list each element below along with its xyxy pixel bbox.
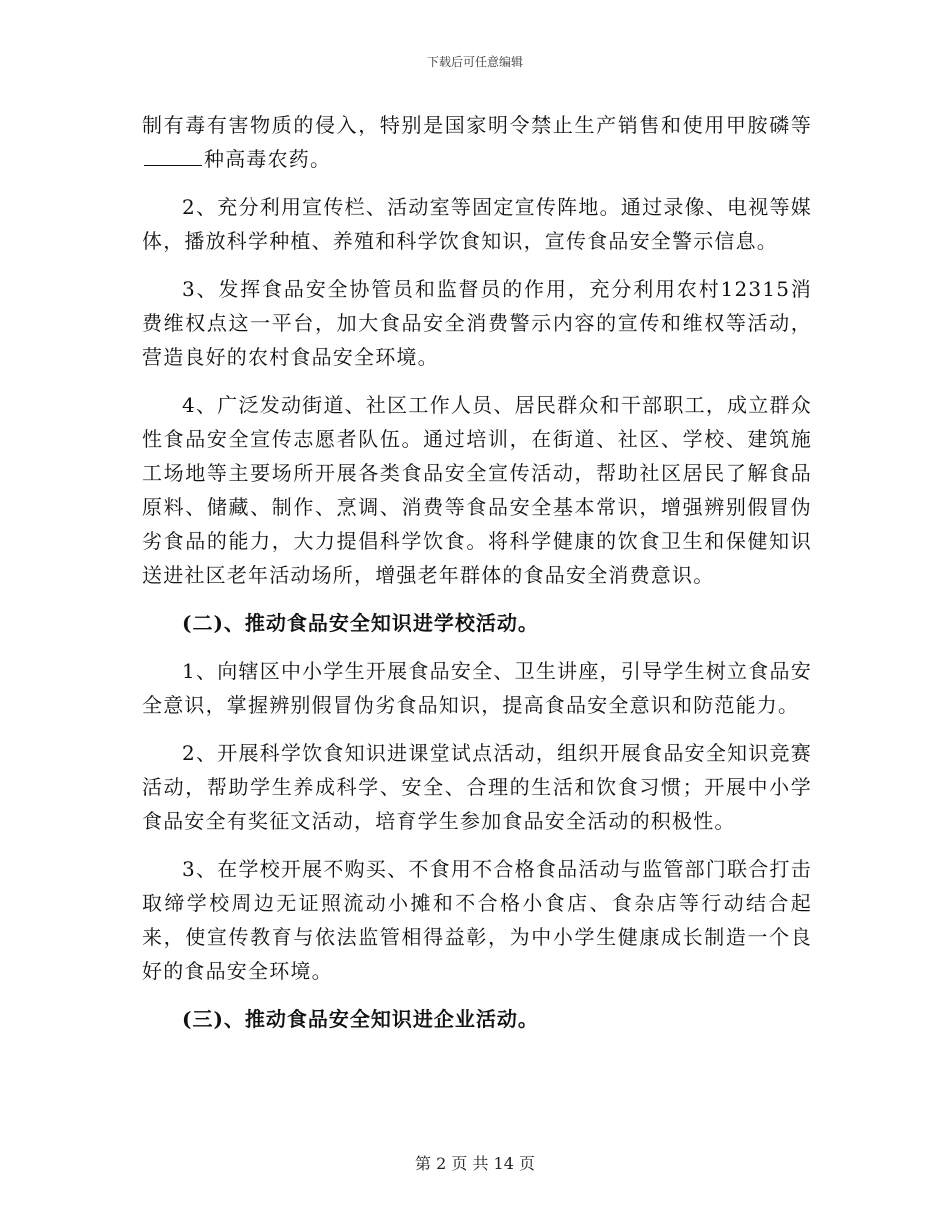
page-header-note: 下载后可任意编辑 <box>426 55 523 69</box>
page-number: 第 2 页 共 14 页 <box>415 1154 535 1173</box>
section-heading-3: (三)、推动食品安全知识进企业活动。 <box>182 1007 539 1031</box>
section-heading-2: (二)、推动食品安全知识进学校活动。 <box>182 611 539 635</box>
paragraph-school-2: 2、开展科学饮食知识进课堂试点活动，组织开展食品安全知识竞赛活动，帮助学生养成科学、安全、合理的生活和饮食习惯；开展中小学食品安全有奖征文活动，培育学生参加食品安全活动的积极性。 <box>142 741 812 833</box>
paragraph-item-3: 3、发挥食品安全协管员和监督员的作用，充分利用农村12315消费维权点这一平台，加大食品安全消费警示内容的宣传和维权等活动，营造良好的农村食品安全环境。 <box>142 277 812 369</box>
fill-in-blank <box>144 145 202 166</box>
document-body <box>142 108 812 1036</box>
paragraph-item-4: 4、广泛发动街道、社区工作人员、居民群众和干部职工，成立群众性食品安全宣传志愿者队伍。通过培训，在街道、社区、学校、建筑施工场地等主要场所开展各类食品安全宣传活动，帮助社区居民了解食品原料、储藏、制作、烹调、消费等食品安全基本常识，增强辨别假冒伪劣食品的能力，大力提倡科学饮食。将科学健康的饮食卫生和保健知识送进社区老年活动场所，增强老年群体的食品安全消费意识。 <box>142 393 812 587</box>
paragraph-item-2: 2、充分利用宣传栏、活动室等固定宣传阵地。通过录像、电视等媒体，播放科学种植、养殖和科学饮食知识，宣传食品安全警示信息。 <box>142 195 812 253</box>
paragraph-text: 制有毒有害物质的侵入，特别是国家明令禁止生产销售和使用甲胺磷等 <box>142 113 812 137</box>
paragraph-school-3: 3、在学校开展不购买、不食用不合格食品活动与监管部门联合打击取缔学校周边无证照流动小摊和不合格小食店、食杂店等行动结合起来，使宣传教育与依法监管相得益彰，为中小学生健康成长制造一个良好的食品安全环境。 <box>142 857 812 983</box>
paragraph-text: 种高毒农药。 <box>204 147 332 171</box>
paragraph-school-1: 1、向辖区中小学生开展食品安全、卫生讲座，引导学生树立食品安全意识，掌握辨别假冒伪劣食品知识，提高食品安全意识和防范能力。 <box>142 659 812 717</box>
paragraph-continued <box>142 108 812 176</box>
